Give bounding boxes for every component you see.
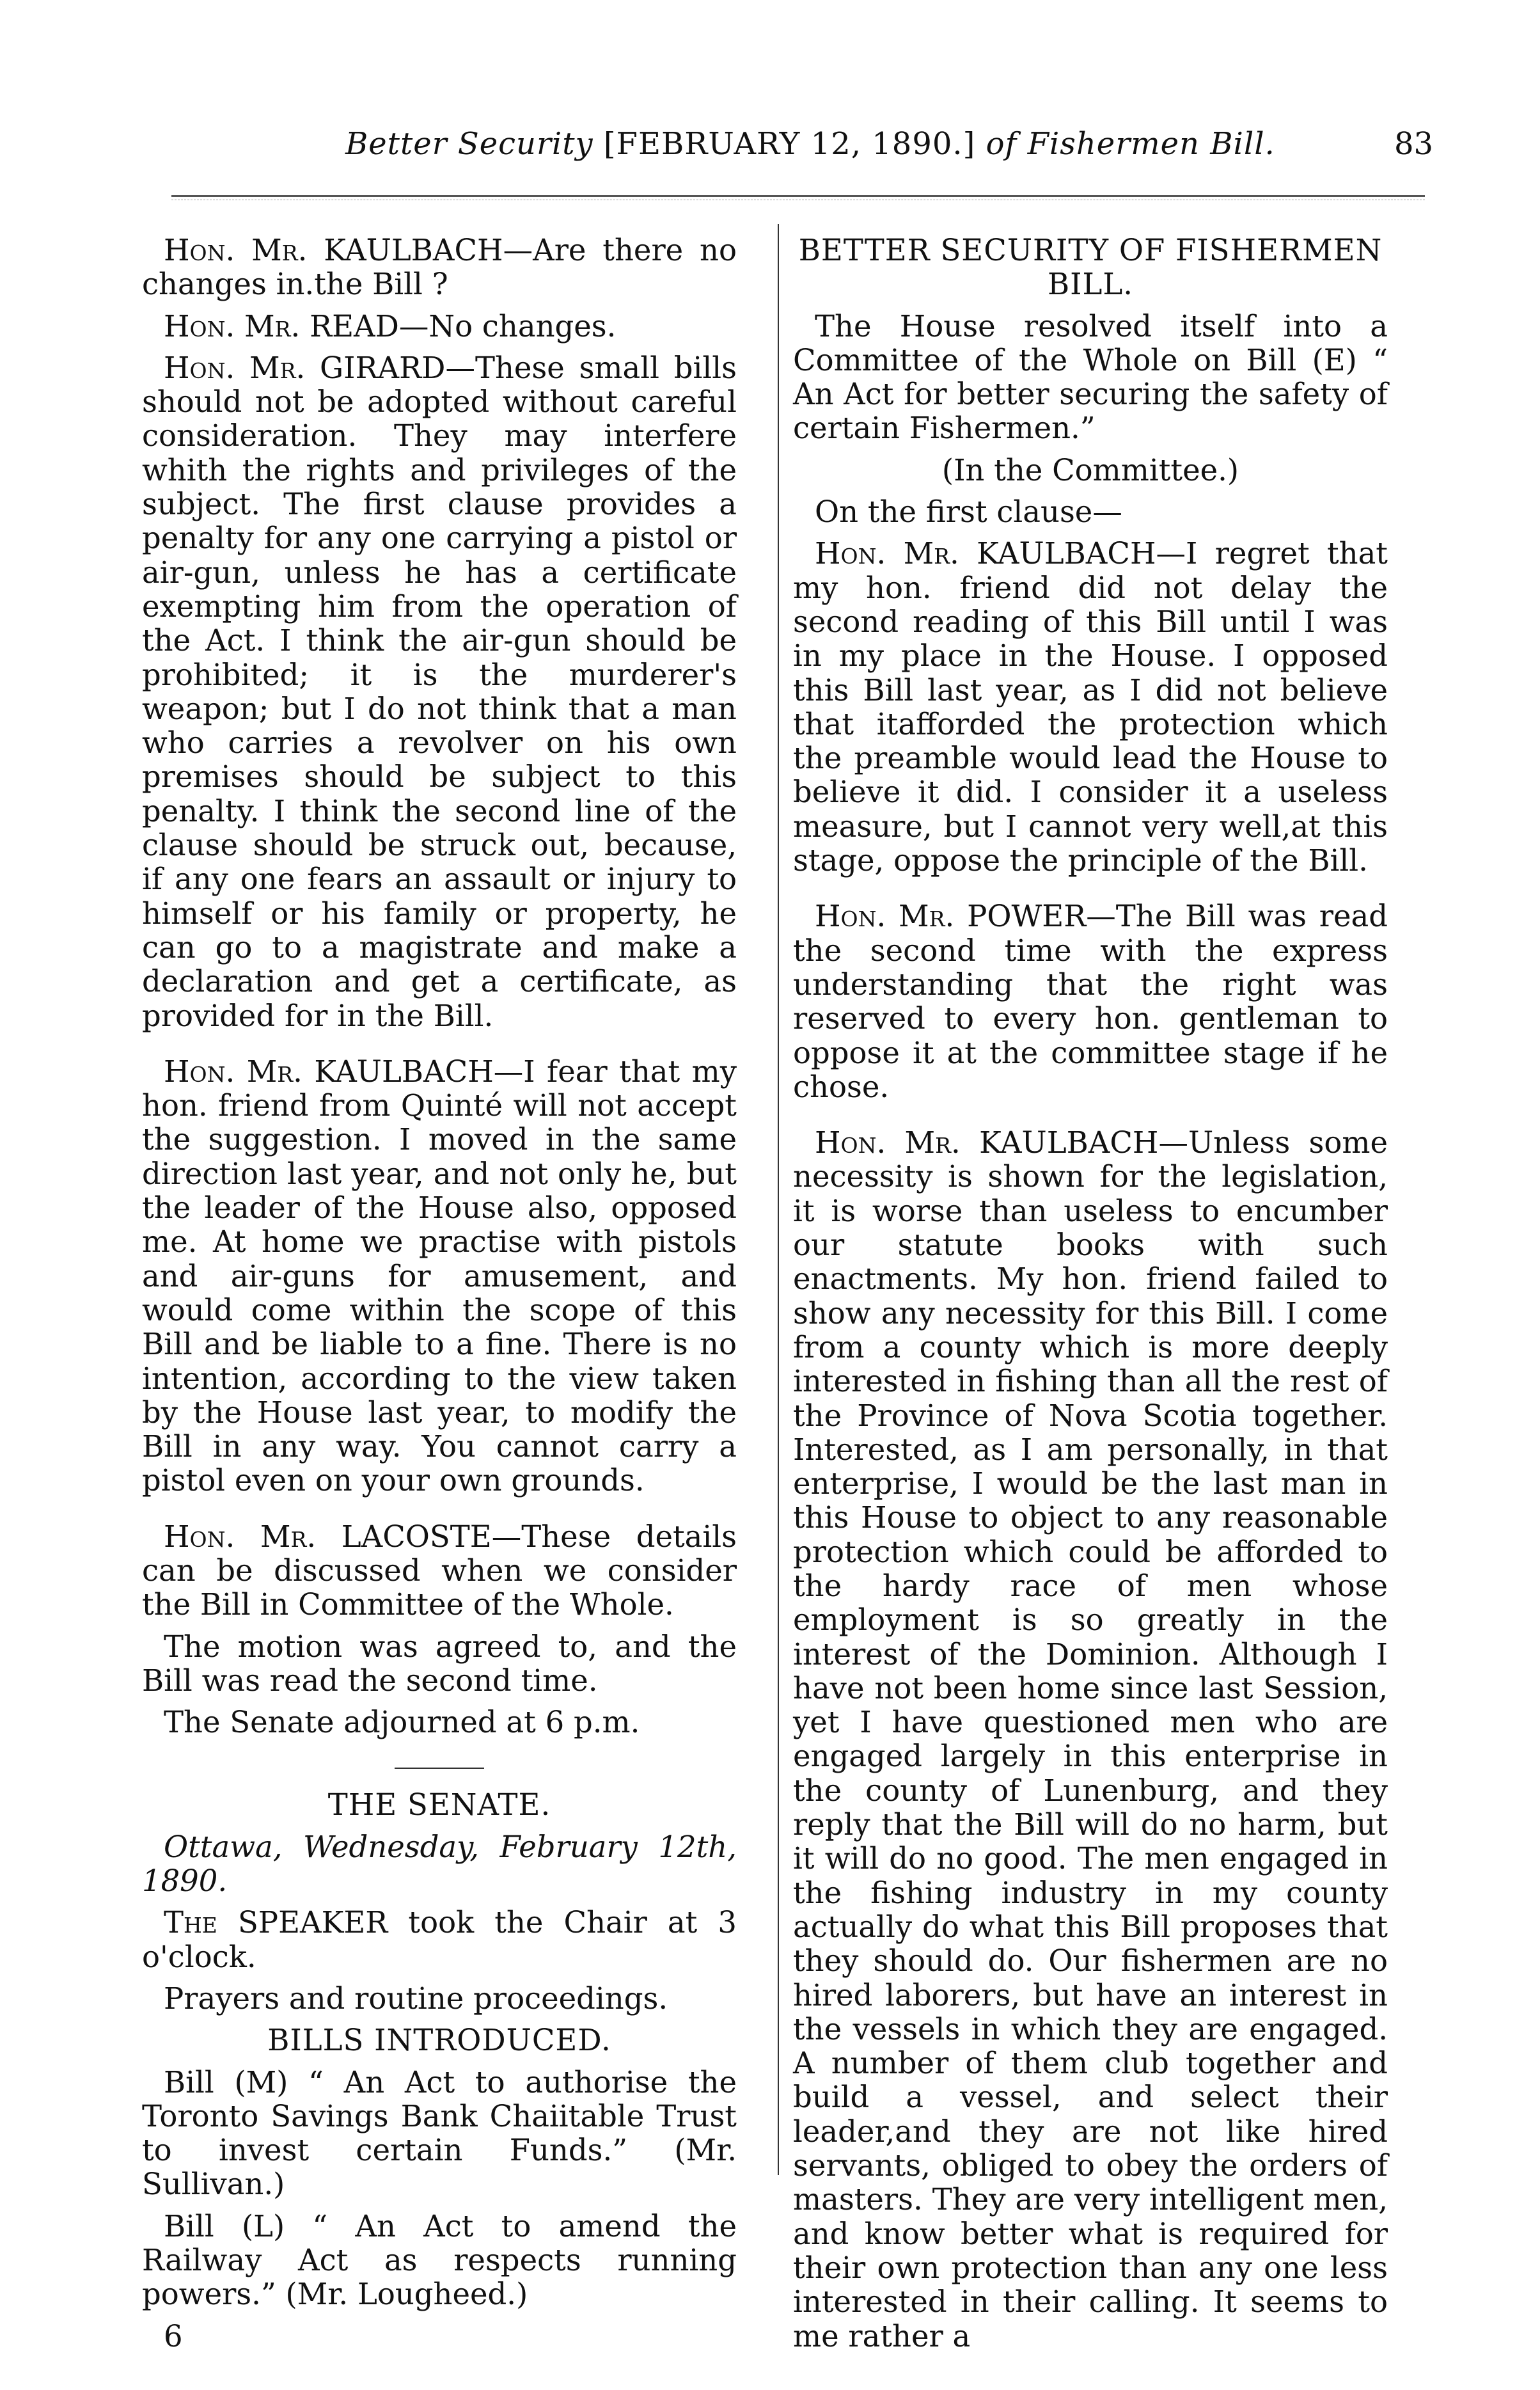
paragraph: Prayers and routine proceedings. xyxy=(164,1981,668,2016)
right-column xyxy=(793,233,1388,2361)
paragraph xyxy=(142,351,737,1033)
section-rule xyxy=(395,1768,484,1769)
speaker-name: Hon. Mr. GIRARD xyxy=(164,350,446,385)
speech-text: —The Bill was read the second time with the express understanding that the right was reserved to every hon. gentleman to oppose it at the committee stage if he chose. xyxy=(793,899,1388,1104)
paragraph xyxy=(142,310,737,344)
column-divider xyxy=(778,224,779,2175)
header-title xyxy=(345,125,1275,163)
paragraph xyxy=(142,233,737,302)
header-left-italic: Better Security xyxy=(345,126,593,162)
header-rule xyxy=(171,195,1425,197)
committee-note: (In the Committee.) xyxy=(941,452,1239,487)
paragraph: The House resolved itself into a Committee of the Whole on Bill (E) “ An Act for better securing the safety of certain Fishermen.” xyxy=(793,308,1388,446)
dateline: Ottawa, Wednesday, February 12th, 1890. xyxy=(142,1829,737,1899)
speaker-name: Hon. Mr. READ xyxy=(164,308,399,344)
speech-text: —Are there no changes in.the Bill ? xyxy=(142,233,737,302)
header-right-italic: of Fishermen Bill. xyxy=(986,126,1275,162)
paragraph xyxy=(142,1520,737,1622)
paragraph xyxy=(142,1055,737,1498)
speech-text: —Unless some necessity is shown for the legislation, it is worse than useless to encumber our statute books with such enactments. My hon. friend failed to show any necessity for this Bill. I come from a county which is more deeply interested in fishing than all the rest of the Province of Nova Scotia together. Interested, as I am personally, in that enterprise, I would be the last man in this House to object to any reasonable protection which could be afforded to the hardy race of men whose employment is so greatly in the interest of the Dominion. Although I have not been home since last Session, yet I have questioned men who are engaged largely in this enterprise in the county of Lunenburg, and they reply that the Bill will do no harm, but it will do no good. The men engaged in the fishing industry in my county actually do what this Bill proposes that they should do. Our fishermen are no hired laborers, but have an interest in the vessels in which they are engaged. A number of them club together and build a vessel, and select their leader,and they are not like hired servants, obliged to obey the orders of masters. They are very intelligent men, and know better what is required for their own protection than any one less interested in their calling. It seems to me rather a xyxy=(793,1125,1388,2354)
left-column xyxy=(142,233,737,2354)
paragraph xyxy=(142,1906,737,1974)
speaker-name: Hon. Mr. POWER xyxy=(815,899,1087,934)
speaker-name: Hon. Mr. KAULBACH xyxy=(164,1054,494,1089)
paragraph-text: SPEAKER took the Chair at 3 o'clock. xyxy=(142,1905,737,1974)
running-header xyxy=(0,125,1540,170)
paragraph: The motion was agreed to, and the Bill was read the second time. xyxy=(142,1629,737,1698)
page-number: 83 xyxy=(1394,126,1434,162)
speaker-name: Hon. Mr. KAULBACH xyxy=(815,1125,1159,1160)
section-heading: BILLS INTRODUCED. xyxy=(267,2023,611,2058)
lead-word: The xyxy=(164,1905,217,1940)
speech-text: —I fear that my hon. friend from Quinté will not accept the suggestion. I moved in the same direction last year, and not only he, but the leader of the House also, opposed me. At home we practise with pistols and air-guns for amusement, and would come within the scope of this Bill and be liable to a fine. There is no intention, according to the view taken by the House last year, to modify the Bill in any way. You cannot carry a pistol even on your own grounds. xyxy=(142,1054,737,1498)
speech-text: —These small bills should not be adopted without careful consideration. They may interfere whith the rights and privileges of the subject. The first clause provides a penalty for any one carrying a pistol or air-gun, unless he has a certificate exempting him from the operation of the Act. I think the air-gun should be prohibited; it is the murderer's weapon; but I do not think that a man who carries a revolver on his own premises should be subject to this penalty. I think the second line of the clause should be struck out, because, if any one fears an assault or injury to himself or his family or property, he can go to a magistrate and make a declaration and get a certificate, as provided for in the Bill. xyxy=(142,350,737,1033)
speech-text: —No changes. xyxy=(398,308,617,344)
speaker-name: Hon. Mr. LACOSTE xyxy=(164,1519,492,1554)
paragraph: On the first clause— xyxy=(815,495,1122,530)
speaker-name: Hon. Mr. KAULBACH xyxy=(815,536,1156,571)
paragraph xyxy=(793,537,1388,878)
speech-text: —I regret that my hon. friend did not delay the second reading of this Bill until I was in my place in the House. I opposed this Bill last year, as I did not believe that itafforded the protection which the preamble would lead the House to believe it did. I consider it a useless measure, but I cannot very well,at this stage, oppose the principle of the Bill. xyxy=(793,536,1388,878)
signature-mark: 6 xyxy=(164,2318,183,2354)
section-heading: THE SENATE. xyxy=(327,1787,551,1823)
paragraph: Bill (M) “ An Act to authorise the Toronto Savings Bank Chaiitable Trust to invest certain Funds.” (Mr. Sullivan.) xyxy=(142,2064,737,2202)
paragraph xyxy=(793,1126,1388,2354)
speaker-name: Hon. Mr. KAULBACH xyxy=(164,233,503,267)
header-date: [FEBRUARY 12, 1890.] xyxy=(603,126,976,162)
paragraph: Bill (L) “ An Act to amend the Railway Act as respects running powers.” (Mr. Lougheed.) xyxy=(142,2208,737,2312)
paragraph xyxy=(793,899,1388,1104)
speech-text: —These details can be discussed when we consider the Bill in Committee of the Whole. xyxy=(142,1519,737,1622)
paragraph: The Senate adjourned at 6 p.m. xyxy=(164,1705,640,1740)
section-heading: BETTER SECURITY OF FISHERMEN BILL. xyxy=(798,233,1383,302)
